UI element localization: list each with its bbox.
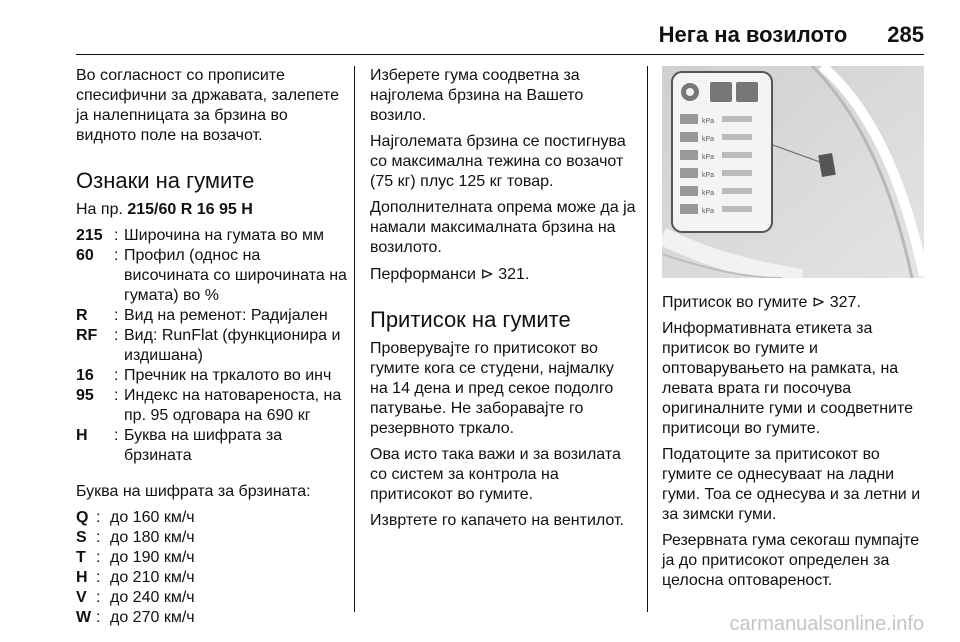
header-rule	[76, 54, 924, 55]
speed-key: T	[76, 549, 86, 566]
speed-value: до 190 км/ч	[110, 549, 195, 566]
example-prefix: На пр.	[76, 201, 123, 218]
column-divider-2	[647, 66, 648, 612]
intro-paragraph: Во согласност со прописите спесифични за државата, залепете ја налепницата за брзина во видното поле на возачот.	[76, 67, 340, 144]
performance-reference[interactable]	[370, 264, 636, 285]
section-heading-tire-markings: Ознаки на гумите	[76, 168, 255, 193]
speed-value: до 240 км/ч	[110, 589, 195, 606]
speed-key: Q	[76, 509, 89, 526]
info-icon	[736, 82, 758, 102]
car-load-icon	[680, 204, 698, 214]
definition-row: R : Вид на ременот: Радијален	[76, 306, 348, 326]
speed-value: до 160 км/ч	[110, 509, 195, 526]
speed-value: до 210 км/ч	[110, 569, 195, 586]
paragraph-info-label: Информативната етикета за притисок во гумите и оптоварувањето на рамката, на левата врата ги посочува оригиналните гуми и соодветните притисоци во гумите.	[662, 320, 914, 437]
reference-text: Перформанси	[370, 266, 476, 283]
car-load-icon	[680, 186, 698, 196]
def-key: RF	[76, 327, 98, 344]
section-heading-tire-pressure: Притисок на гумите	[370, 307, 571, 332]
page-number: 285	[887, 22, 924, 47]
kpa-label: kPa	[702, 118, 715, 125]
speed-row: T : до 190 км/ч	[76, 548, 348, 568]
example-code: 215/60 R 16 95 H	[127, 201, 253, 218]
example-line	[76, 200, 348, 220]
pressure-value-bar	[722, 188, 752, 194]
speed-row: W : до 270 км/ч	[76, 608, 348, 628]
def-value: Буква на шифрата за брзината	[124, 427, 283, 464]
speed-row: H : до 210 км/ч	[76, 568, 348, 588]
car-load-icon	[680, 150, 698, 160]
def-value: Широчина на гумата во мм	[124, 227, 325, 244]
definition-row: RF : Вид: RunFlat (функционира и издишана)	[76, 326, 348, 366]
reference-text: Притисок во гумите	[662, 294, 808, 311]
column-1	[76, 66, 348, 628]
paragraph-tpms: Ова исто така важи и за возилата со систем за контрола на притисокот во гумите.	[370, 446, 621, 503]
def-key: 16	[76, 367, 94, 384]
definition-row: H : Буква на шифрата за брзината	[76, 426, 348, 466]
tire-symbol-hub	[686, 88, 694, 96]
definition-row: 60 : Профил (однос на височината со широчината на гумата) во %	[76, 247, 347, 304]
speed-value: до 270 км/ч	[110, 609, 195, 626]
speed-key: H	[76, 569, 88, 586]
manual-book-icon	[710, 82, 732, 102]
def-key: H	[76, 427, 88, 444]
definition-row: 215 : Широчина на гумата во мм	[76, 226, 348, 246]
reference-page: 321.	[498, 266, 530, 283]
paragraph-valve-cap: Извртете го капачето на вентилот.	[370, 512, 624, 529]
pressure-value-bar	[722, 116, 752, 122]
def-value: Вид: RunFlat (функционира и издишана)	[124, 327, 341, 364]
def-key: 60	[76, 247, 94, 264]
page-header	[659, 22, 924, 48]
pressure-value-bar	[722, 206, 752, 212]
speed-key: S	[76, 529, 87, 546]
reference-arrow-icon: ⊳	[811, 292, 826, 311]
def-value: Вид на ременот: Радијален	[124, 307, 328, 324]
def-key: R	[76, 307, 88, 324]
column-3	[662, 66, 924, 597]
speed-value: до 180 км/ч	[110, 529, 195, 546]
speed-code-intro: Буква на шифрата за брзината:	[76, 483, 311, 500]
paragraph-equipment: Дополнителната опрема може да ја намали максималната брзина на возилото.	[370, 199, 636, 256]
def-value: Профил (однос на височината со широчината на гумата) во %	[124, 247, 347, 304]
paragraph-spare-tyre: Резервната гума секогаш пумпајте ја до притисокот определен за целосна оптовареност.	[662, 532, 920, 589]
def-key: 215	[76, 227, 103, 244]
tire-pressure-label-illustration	[662, 66, 924, 278]
kpa-label: kPa	[702, 172, 715, 179]
speed-row: V : до 240 км/ч	[76, 588, 348, 608]
speed-code-list	[76, 508, 348, 628]
definition-row: 95 : Индекс на натовареноста, на пр. 95 одговара на 690 кг	[76, 386, 348, 426]
kpa-label: kPa	[702, 136, 715, 143]
watermark: carmanualsonline.info	[729, 613, 924, 635]
reference-page: 327.	[829, 294, 861, 311]
def-value: Индекс на натовареноста, на пр. 95 одговара на 690 кг	[124, 387, 342, 424]
speed-key: V	[76, 589, 87, 606]
door-illustration-svg	[662, 66, 924, 278]
paragraph-check-pressure: Проверувајте го притисокот во гумите кога се студени, најмалку на 14 дена и пред секое подолго патување. Не заборавајте го резервното тркало.	[370, 340, 614, 437]
pressure-value-bar	[722, 134, 752, 140]
paragraph-max-speed: Изберете гума соодветна за најголема брзина на Вашето возило.	[370, 67, 584, 124]
column-2	[370, 66, 636, 537]
car-load-icon	[680, 114, 698, 124]
car-load-icon	[680, 132, 698, 142]
def-value: Пречник на тркалото во инч	[124, 367, 332, 384]
kpa-label: kPa	[702, 190, 715, 197]
tire-code-definitions	[76, 226, 348, 466]
definition-row: 16 : Пречник на тркалото во инч	[76, 366, 348, 386]
header-title: Нега на возилото	[658, 22, 848, 47]
paragraph-max-weight: Најголемата брзина се постигнува со максимална тежина со возачот (75 кг) плус 125 кг товар.	[370, 133, 626, 190]
column-divider-1	[354, 66, 355, 612]
speed-row: S : до 180 км/ч	[76, 528, 348, 548]
kpa-label: kPa	[702, 208, 715, 215]
kpa-label: kPa	[702, 154, 715, 161]
speed-row: Q : до 160 км/ч	[76, 508, 348, 528]
tire-pressure-reference[interactable]	[662, 292, 924, 313]
def-key: 95	[76, 387, 94, 404]
reference-arrow-icon: ⊳	[480, 264, 494, 283]
car-load-icon	[680, 168, 698, 178]
speed-key: W	[76, 609, 92, 626]
pressure-value-bar	[722, 152, 752, 158]
paragraph-cold-tyres: Податоците за притисокот во гумите се однесуваат на ладни гуми. Тоа се однесува и за летни и за зимски гуми.	[662, 446, 921, 523]
pressure-value-bar	[722, 170, 752, 176]
